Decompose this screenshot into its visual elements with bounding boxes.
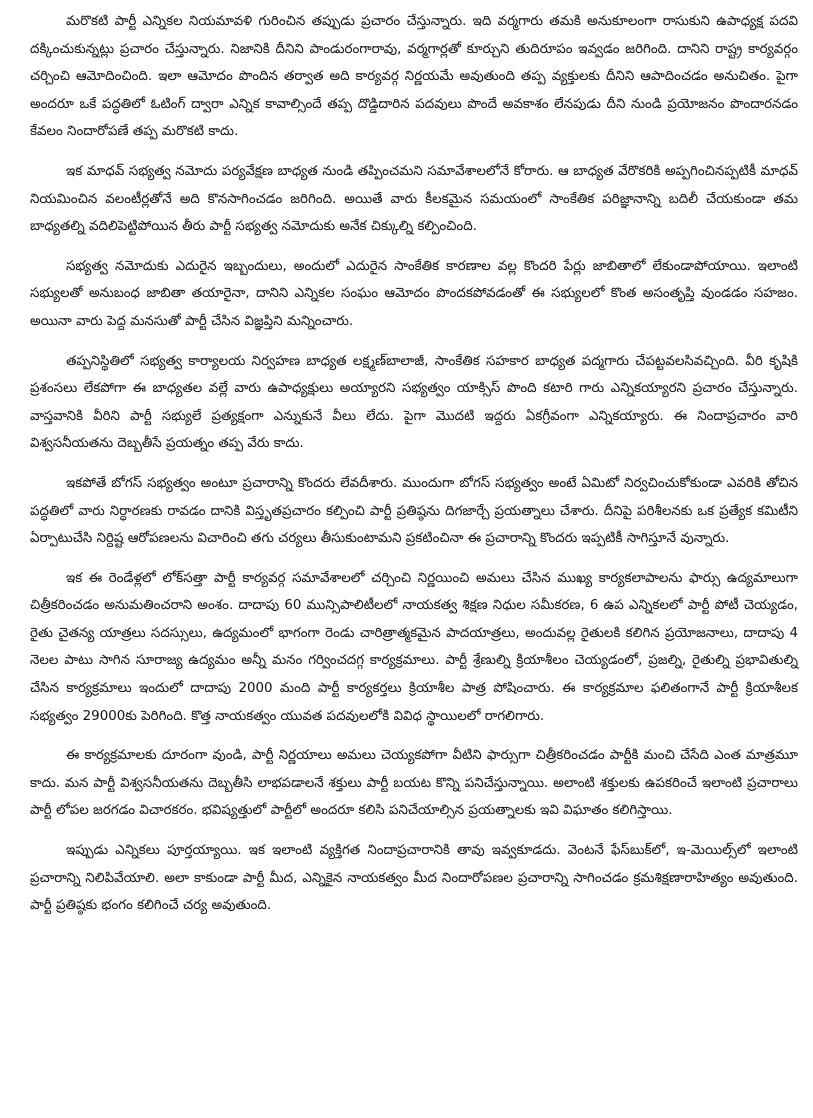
paragraph-election-rules: మరొకటి పార్టీ ఎన్నికల నియమావళి గురించిన తప్పుడు ప్రచారం చేస్తున్నారు. ఇది వర్మగారు తమకి అనుకూలంగా రాసుకుని ఉపాధ్యక్ష పదవి దక్కించుకున్నట్లు ప్రచారం చేస్తున్నారు. నిజానికి దీనిని పాండురంగారావు, వర్మగార్లతో కూర్చుని తుదిరూపం ఇవ్వడం జరిగింది. దానిని రాష్ట్ర కార్యవర్గం చర్చించి ఆమోదించింది. ఇలా ఆమోదం పొందిన తర్వాత అది కార్యవర్గ నిర్ణయమే అవుతుంది తప్ప వ్యక్తులకు దీనిని ఆపాదించడం అనుచితం. పైగా అందరూ ఒకే పద్ధతిలో ఓటింగ్ ద్వారా ఎన్నిక కావాల్సిందే తప్ప దొడ్డిదారిన పదవులు పొందే అవకాశం లేనపుడు దీని నుండి ప్రయోజనం పొందారనడం కేవలం నిందారోపణే తప్ప మరొకటి కాదు. — [30, 14, 798, 140]
paragraph-conclusion: ఇప్పుడు ఎన్నికలు పూర్తయ్యాయి. ఇక ఇలాంటి వ్యక్తిగత నిందాప్రచారానికి తావు ఇవ్వకూడదు. వెంటనే ఫేస్‌బుక్‌లో, ఇ-మెయిల్స్‌లో ఇలాంటి ప్రచారాన్ని నిలిపివేయాలి. అలా కాకుండా పార్టీ మీద, ఎన్నికైన నాయకత్వం మీద నిందారోపణల ప్రచారాన్ని సాగించడం క్రమశిక్షణారాహిత్యం అవుతుంది. పార్టీ ప్రతిష్ఠకు భంగం కలిగించే చర్య అవుతుంది. — [30, 843, 798, 914]
document-body — [30, 8, 798, 920]
paragraph-office-responsibility: తప్పనిస్థితిలో సభ్యత్వ కార్యాలయ నిర్వహణ బాధ్యత లక్ష్మణ్‌బాలాజీ, సాంకేతిక సహకార బాధ్యత పద్మగారు చేపట్టవలసివచ్చింది. వీరి కృషికి ప్రశంసలు లేకపోగా ఈ బాధ్యతల వల్లే వారు ఉపాధ్యక్షులు అయ్యారని సభ్యత్వం యాక్సిస్ పొంది కటారి గారు ఎన్నికయ్యారని ప్రచారం చేస్తున్నారు. వాస్తవానికి వీరిని పార్టీ సభ్యులే ప్రత్యక్షంగా ఎన్నుకునే వీలు లేదు. పైగా మొదటి ఇద్దరు ఏకగ్రీవంగా ఎన్నికయ్యారు. ఈ నిందాప్రచారం వారి విశ్వసనీయతను దెబ్బతీసే ప్రయత్నం తప్ప వేరు కాదు. — [30, 353, 798, 452]
paragraph-party-credibility: ఈ కార్యక్రమాలకు దూరంగా వుండి, పార్టీ నిర్ణయాలు అమలు చెయ్యకపోగా వీటిని ఫార్సుగా చిత్రీకరించడం పార్టీకి మంచి చేసేది ఎంత మాత్రమూ కాదు. మన పార్టీ విశ్వసనీయతను దెబ్బతీసి లాభపడాలనే శక్తులు పార్టీ బయట కొన్ని పనిచేస్తున్నాయి. అలాంటి శక్తులకు ఉపకరించే ఇలాంటి ప్రచారాలు పార్టీ లోపల జరగడం విచారకరం. భవిష్యత్తులో పార్టీలో అందరూ కలిసి పనిచేయాల్సిన ప్రయత్నాలకు ఇవి విఘాతం కలిగిస్తాయి. — [30, 748, 798, 819]
paragraph-party-activities: ఇక ఈ రెండేళ్లలో లోక్‌సత్తా పార్టీ కార్యవర్గ సమావేశాలలో చర్చించి నిర్ణయించి అమలు చేసిన ముఖ్య కార్యకలాపాలను ఫార్సు ఉద్యమాలుగా చిత్రీకరించడం అనుమతించరాని అంశం. దాదాపు 60 మున్సిపాలిటీలలో నాయకత్వ శిక్షణ నిధుల సమీకరణ, 6 ఉప ఎన్నికలలో పార్టీ పోటీ చెయ్యడం, రైతు చైతన్య యాత్రలు సదస్సులు, ఉద్యమంలో భాగంగా రెండు చారిత్రాత్మకమైన పాదయాత్రలు, అందువల్ల రైతులకి కలిగిన ప్రయోజనాలు, దాదాపు 4 నెలల పాటు సాగిన సూరాజ్య ఉద్యమం అన్నీ మనం గర్వించదగ్గ కార్యక్రమాలు. పార్టీ శ్రేణుల్ని క్రియాశీలం చెయ్యడంలో, ప్రజల్ని, రైతుల్ని ప్రభావితుల్ని చేసిన కార్యక్రమాలు ఇందులో దాదాపు 2000 మంది పార్టీ కార్యకర్తలు క్రియాశీల పాత్ర పోషించారు. ఈ కార్యక్రమాల ఫలితంగానే పార్టీ క్రియాశీలక సభ్యత్వం 29000కు పెరిగింది. కొత్త నాయకత్వం యువత పదవులలోకి వివిధ స్థాయిలలో రాగలిగారు. — [30, 570, 798, 724]
paragraph-bogus-membership: ఇకపోతే బోగస్ సభ్యత్వం అంటూ ప్రచారాన్ని కొందరు లేవదీశారు. ముందుగా బోగస్ సభ్యత్వం అంటే ఏమిటో నిర్వచించుకోకుండా ఎవరికి తోచిన పద్ధతిలో వారు నిర్ధారణకు రావడం దానికి విస్తృతప్రచారం కల్పించి పార్టీ ప్రతిష్ఠను దిగజార్చే ప్రయత్నాలు చేశారు. దీనిపై పరిశీలనకు ఒక ప్రత్యేక కమిటీని ఏర్పాటుచేసి నిర్దిష్ట ఆరోపణలను విచారించి తగు చర్యలు తీసుకుంటామని ప్రకటించినా ఈ ప్రచారాన్ని కొందరు ఇప్పటికీ సాగిస్తూనే వున్నారు. — [30, 475, 798, 547]
paragraph-membership-supervision: ఇక మాధవ్ సభ్యత్వ నమోదు పర్యవేక్షణ బాధ్యత నుండి తప్పించమని సమావేశాలలోనే కోరారు. ఆ బాధ్యత వేరొకరికి అప్పగించినప్పటికీ మాధవ్ నియమించిన వలంటీర్లతోనే అది కొనసాగించడం జరిగింది. అయితే వారు కీలకమైన సమయంలో సాంకేతిక పరిజ్ఞానాన్ని బదిలీ చేయకుండా తమ బాధ్యతల్ని వదిలిపెట్టిపోయిన తీరు పార్టీ సభ్యత్వ నమోదుకు అనేక చిక్కుల్ని కల్పించింది. — [30, 163, 798, 235]
paragraph-membership-issues: సభ్యత్వ నమోదుకు ఎదురైన ఇబ్బందులు, అందులో ఎదురైన సాంకేతిక కారణాల వల్ల కొందరి పేర్లు జాబితాలో లేకుండాపోయాయి. ఇలాంటి సభ్యులతో అనుబంధ జాబితా తయారైనా, దానిని ఎన్నికల సంఘం ఆమోదం పొందకపోవడంతో ఈ సభ్యులలో కొంత అసంతృప్తి వుండడం సహజం. అయినా వారు పెద్ద మనసుతో పార్టీ చేసిన విజ్ఞప్తిని మన్నించారు. — [30, 258, 798, 329]
